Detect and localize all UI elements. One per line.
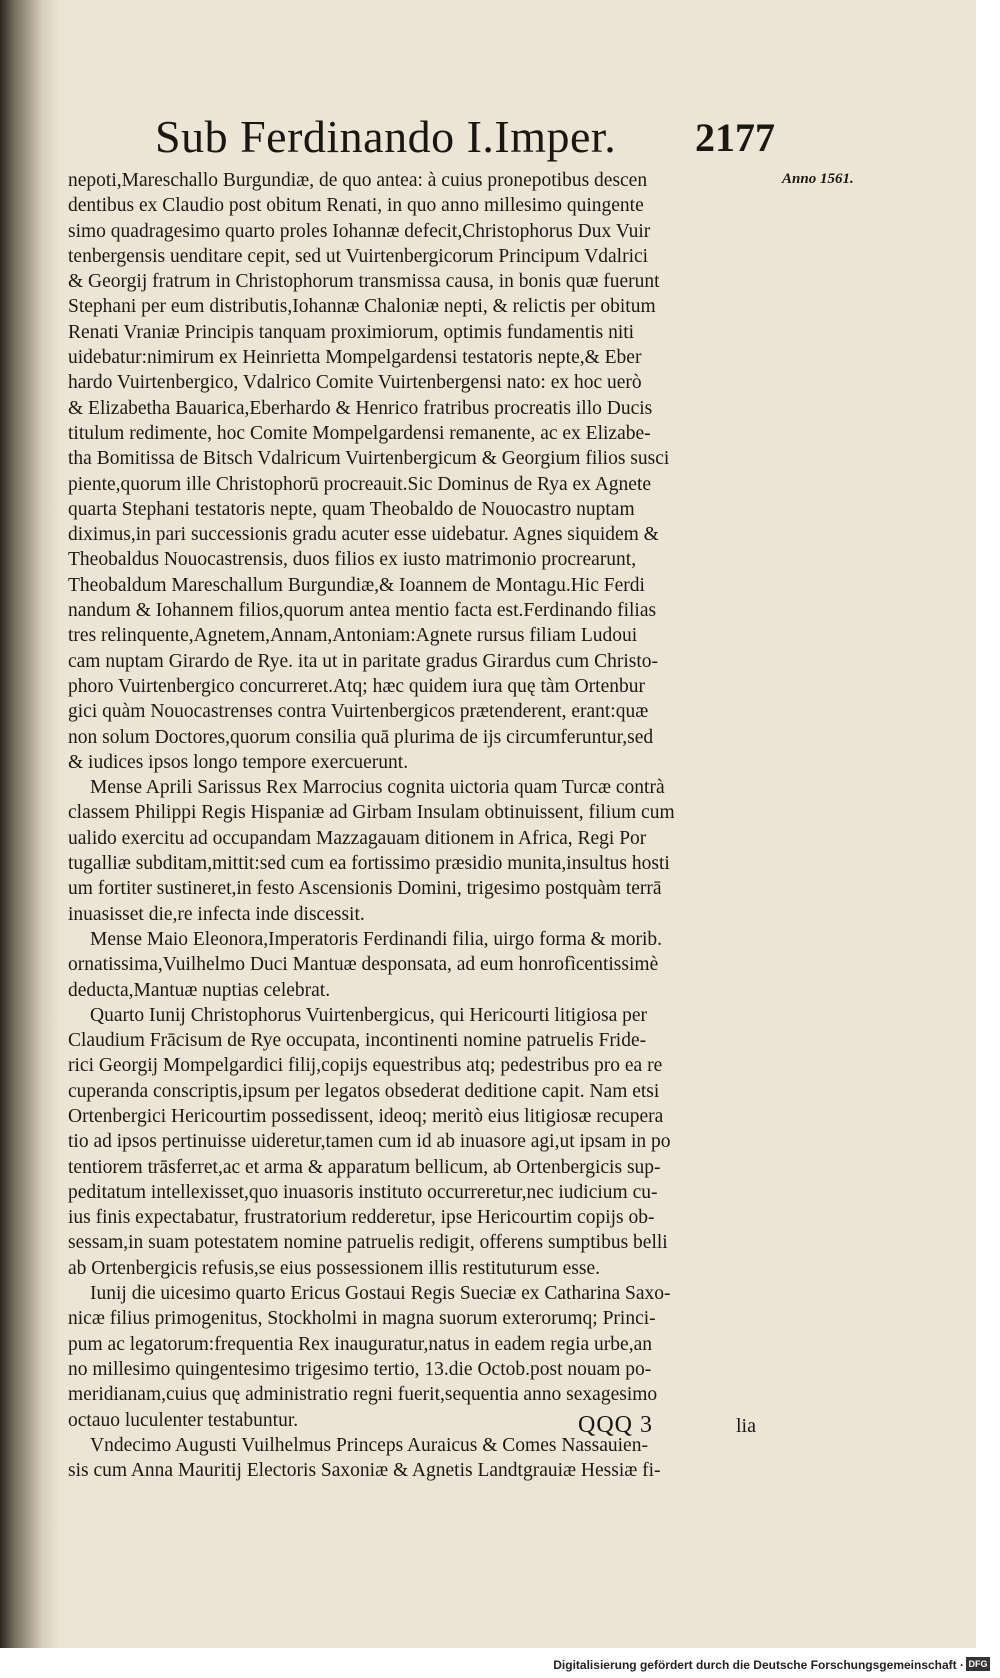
text-line: nepoti,Mareschallo Burgundiæ, de quo antea: à cuius pronepotibus descen [68,170,648,191]
text-line: & iudices ipsos longo tempore exercuerunt. [68,751,409,773]
text-line: ornatissima,Vuilhelmo Duci Mantuæ desponsata, ad eum honrofìcentissimè [68,954,659,976]
text-line: & Elizabetha Bauarica,Eberhardo & Henrico fratribus procreatis illo Ducis [68,397,653,419]
text-line: dentibus ex Claudio post obitum Renati, in quo anno millesimo quingente [68,195,644,217]
text-line: peditatum intellexisset,quo inuasoris instituto occurreretur,nec iudicium cu- [68,1181,658,1203]
marginal-year-note: Anno 1561. [782,171,854,187]
signature-mark: QQQ 3 [578,1412,653,1438]
text-line: Theobaldum Mareschallum Burgundiæ,& Ioannem de Montagu.Hic Ferdi [68,574,645,596]
text-line: inuasisset die,re infecta inde discessit. [68,903,365,925]
text-line: ab Ortenbergicis refusis,se eius possessionem illis restituturum esse. [68,1257,601,1279]
binding-shadow [0,0,60,1648]
text-line: quarta Stephani testatoris nepte, quam Theobaldo de Nouocastro nuptam [68,498,635,520]
text-line: nicæ filius primogenitus, Stockholmi in magna suorum exterorumq; Princi- [68,1308,656,1330]
text-line: tio ad ipsos pertinuisse uideretur,tamen cum id ab inuasore agi,ut ipsam in po [68,1131,671,1153]
page-header [155,110,775,170]
text-line: tentiorem trāsferret,ac et arma & apparatum bellicum, ab Ortenbergicis sup- [68,1156,661,1178]
text-line: tenbergensis uenditare cepit, sed ut Vuirtenbergicorum Principum Vdalrici [68,245,649,267]
text-line: Ortenbergici Hericourtim possedissent, ideoq; meritò eius litigiosæ recupera [68,1105,664,1127]
text-line: ualido exercitu ad occupandam Mazzagauam ditionem in Africa, Regi Por [68,827,647,849]
text-line: & Georgij fratrum in Christophorum transmissa causa, in bonis quæ fuerunt [68,271,660,293]
text-line: deducta,Mantuæ nuptias celebrat. [68,979,331,1001]
text-line: nandum & Iohannem filios,quorum antea mentio facta est.Ferdinando filias [68,600,657,622]
dfg-logo: DFG [966,1657,990,1671]
text-line: Iunij die uicesimo quarto Ericus Gostaui Regis Sueciæ ex Catharina Saxo- [90,1283,671,1305]
text-line: Mense Maio Eleonora,Imperatoris Ferdinandi filia, uirgo forma & morib. [90,928,663,950]
text-line: Theobaldus Nouocastrensis, duos filios ex iusto matrimonio procrearunt, [68,549,637,571]
text-line: pum ac legatorum:frequentia Rex inauguratur,natus in eadem regia urbe,an [68,1333,652,1355]
text-line: cuperanda conscriptis,ipsum per legatos obsederat deditione capit. Nam etsi [68,1080,660,1102]
text-line: classem Philippi Regis Hispaniæ ad Girbam Insulam obtinuissent, filium cum [68,802,675,824]
text-line: meridianam,cuius quę administratio regni fuerit,sequentia anno sexagesimo [68,1384,658,1406]
text-line: cam nuptam Girardo de Rye. ita ut in paritate gradus Girardus cum Christo- [68,650,659,672]
text-line: gici quàm Nouocastrenses contra Vuirtenbergicos prætenderent, erant:quæ [68,701,649,723]
text-line: phoro Vuirtenbergico concurreret.Atq; hæc quidem iura quę tàm Ortenbur [68,675,645,697]
page-number: 2177 [695,115,775,160]
text-line: Mense Aprili Sarissus Rex Marrocius cognita uictoria quam Turcæ contrà [90,777,665,799]
funding-credit: Digitalisierung gefördert durch die Deutsche Forschungsgemeinschaft · [553,1658,964,1672]
catchword: lia [736,1415,756,1437]
text-line: tugalliæ subditam,mittit:sed cum ea fortissimo præsidio munita,insultus hosti [68,853,670,875]
text-line: uidebatur:nimirum ex Heinrietta Mompelgardensi testatoris nepte,& Eber [68,347,642,369]
running-title: Sub Ferdinando I.Imper. [155,111,617,162]
text-line: octauo luculenter testabuntur. [68,1409,299,1431]
text-line: sis cum Anna Mauritij Electoris Saxoniæ & Agnetis Landtgrauiæ Hessiæ fi- [68,1460,661,1482]
text-line: Vndecimo Augusti Vuilhelmus Princeps Auraicus & Comes Nassauien- [90,1434,648,1456]
text-line: rici Georgij Mompelgardici filij,copijs equestribus atq; pedestribus pro ea re [68,1055,663,1077]
text-line: non solum Doctores,quorum consilia quā plurima de ijs circumferuntur,sed [68,726,654,748]
text-line: Claudium Frācisum de Rye occupata, incontinenti nomine patruelis Fride- [68,1030,647,1052]
text-line: Renati Vraniæ Principis tanquam proximiorum, optimis fundamentis niti [68,321,635,343]
text-line: hardo Vuirtenbergico, Vdalrico Comite Vuirtenbergensi nato: ex hoc uerò [68,372,642,394]
text-line: ius finis expectabatur, frustratorium redderetur, ipse Hericourtim copijs ob- [68,1207,655,1229]
text-line: sessam,in suam potestatem nomine patruelis redigit, offerens sumptibus belli [68,1232,668,1254]
text-line: tres relinquente,Agnetem,Annam,Antoniam:Agnete rursus filiam Ludoui [68,625,638,647]
text-line: simo quadragesimo quarto proles Iohannæ defecit,Christophorus Dux Vuir [68,220,651,242]
text-line: Quarto Iunij Christophorus Vuirtenbergicus, qui Hericourti litigiosa per [90,1004,648,1026]
text-line: no millesimo quingentesimo trigesimo tertio, 13.die Octob.post nouam po- [68,1358,652,1380]
text-line: tha Bomitissa de Bitsch Vdalricum Vuirtenbergicum & Georgium filios susci [68,448,670,470]
page-right-margin [976,0,1000,1648]
text-line: diximus,in pari successionis gradu acuter esse uidebatur. Agnes siquidem & [68,524,659,546]
text-line: Stephani per eum distributis,Iohannæ Chaloniæ nepti, & relictis per obitum [68,296,656,318]
text-line: um fortiter sustineret,in festo Ascensionis Domini, trigesimo postquàm terrā [68,878,662,900]
text-line: piente,quorum ille Christophorū procreauit.Sic Dominus de Rya ex Agnete [68,473,652,495]
text-line: titulum redimente, hoc Comite Mompelgardensi remanente, ac ex Elizabe- [68,422,651,444]
body-text [68,168,773,1483]
